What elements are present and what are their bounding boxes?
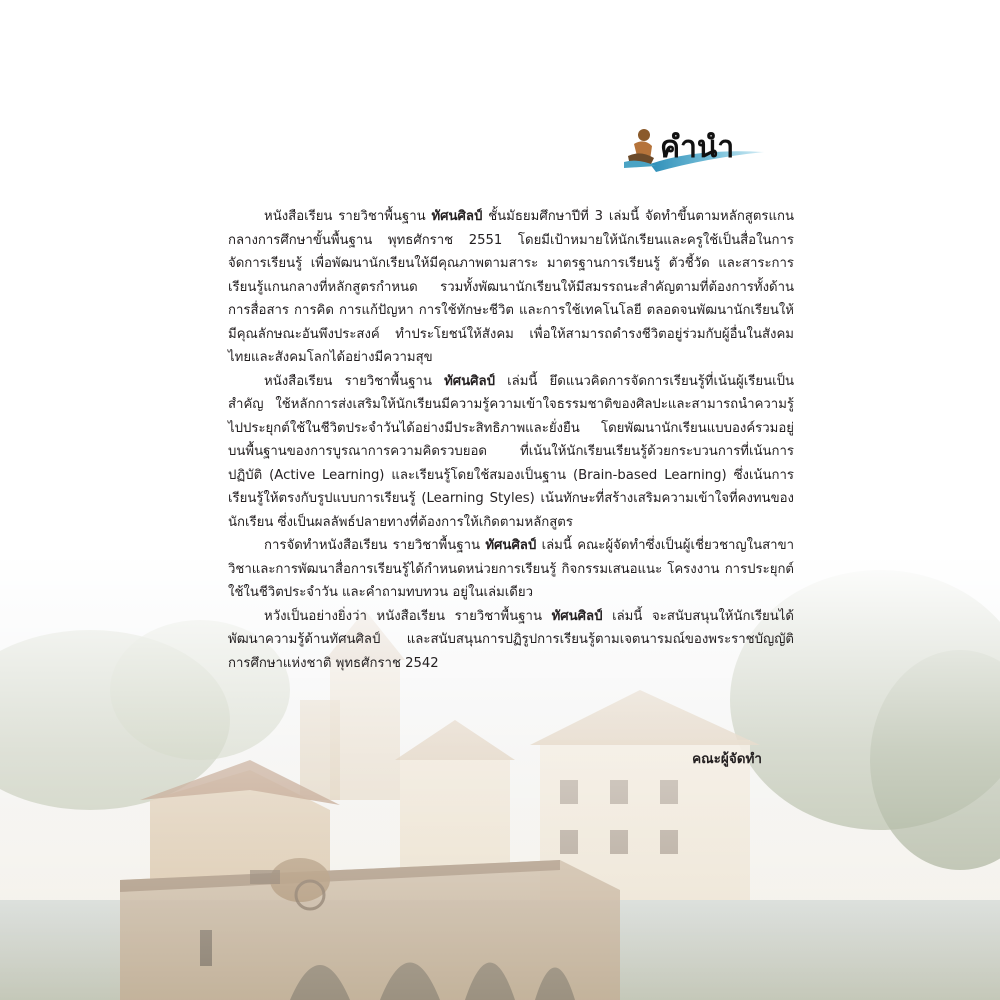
paragraph-2-text: เล่มนี้ ยึดแนวคิดการจัดการเรียนรู้ที่เน้นผู้เรียนเป็นสำคัญ ใช้หลักการส่งเสริมให้นักเรียนมีความรู้ความเข้าใจธรรมชาติของศิลปะและสามารถนำความรู้ไปประยุกต์ใช้ในชีวิตประจำวันได้อย่างมีประสิทธิภาพและยั่งยืน โดยพัฒนานักเรียนแบบองค์รวมอยู่บนพื้นฐานของการบูรณาการความคิดรวบยอด ที่เน้นให้นักเรียนเรียนรู้ด้วยกระบวนการที่เน้นการปฏิบัติ (Active Learning) และเรียนรู้โดยใช้สมองเป็นฐาน (Brain-based Learning) ซึ่งเน้นการเรียนรู้ให้ตรงกับรูปแบบการเรียนรู้ (Learning Styles) เน้นทักษะที่สร้างเสริมความเข้าใจที่คงทนของนักเรียน ซึ่งเป็นผลลัพธ์ปลายทางที่ต้องการให้เกิดตามหลักสูตร xyxy=(228,373,794,530)
paragraph-2 xyxy=(228,370,794,535)
paragraph-4-subject: ทัศนศิลป์ xyxy=(551,608,603,624)
figure-icon xyxy=(620,126,660,170)
paragraph-1 xyxy=(228,205,794,370)
paragraph-1-text: ชั้นมัธยมศึกษาปีที่ 3 เล่มนี้ จัดทำขึ้นตามหลักสูตรแกนกลางการศึกษาขั้นพื้นฐาน พุทธศักราช 2551 โดยมีเป้าหมายให้นักเรียนและครูใช้เป็นสื่อในการจัดการเรียนรู้ เพื่อพัฒนานักเรียนให้มีคุณภาพตามสาระ มาตรฐานการเรียนรู้ ตัวชี้วัด และสาระการเรียนรู้แกนกลางที่หลักสูตรกำหนด รวมทั้งพัฒนานักเรียนให้มีสมรรถนะสำคัญตามที่ต้องการทั้งด้านการสื่อสาร การคิด การแก้ปัญหา การใช้ทักษะชีวิต และการใช้เทคโนโลยี ตลอดจนพัฒนานักเรียนให้มีคุณลักษณะอันพึงประสงค์ ทำประโยชน์ให้สังคม เพื่อให้สามารถดำรงชีวิตอยู่ร่วมกับผู้อื่นในสังคมไทยและสังคมโลกได้อย่างมีความสุข xyxy=(228,209,794,365)
signature: คณะผู้จัดทำ xyxy=(692,751,762,767)
paragraph-2-lead: หนังสือเรียน รายวิชาพื้นฐาน xyxy=(264,373,445,389)
paragraph-3-subject: ทัศนศิลป์ xyxy=(485,538,537,553)
paragraph-4-text: เล่มนี้ จะสนับสนุนให้นักเรียนได้พัฒนาความรู้ด้านทัศนศิลป์ และสนับสนุนการปฏิรูปการเรียนรู้ตามเจตนารมณ์ของพระราชบัญญัติการศึกษาแห่งชาติ พุทธศักราช 2542 xyxy=(228,608,794,671)
paragraph-3 xyxy=(228,534,794,605)
paragraph-2-subject: ทัศนศิลป์ xyxy=(444,373,495,389)
paragraph-3-text: เล่มนี้ คณะผู้จัดทำซึ่งเป็นผู้เชี่ยวชาญในสาขาวิชาและการพัฒนาสื่อการเรียนรู้ได้กำหนดหน่วยการเรียนรู้ กิจกรรมเสนอแนะ โครงงาน การประยุกต์ใช้ในชีวิตประจำวัน และคำถามทบทวน อยู่ในเล่มเดียว xyxy=(228,538,794,600)
paragraph-4-lead: หวังเป็นอย่างยิ่งว่า หนังสือเรียน รายวิชาพื้นฐาน xyxy=(264,608,552,624)
page-heading xyxy=(616,122,766,174)
paragraph-1-lead: หนังสือเรียน รายวิชาพื้นฐาน xyxy=(264,209,432,224)
paragraph-1-subject: ทัศนศิลป์ xyxy=(431,209,483,224)
foreword-body xyxy=(228,205,794,675)
page-title: คำนำ xyxy=(660,130,735,165)
paragraph-4 xyxy=(228,605,794,676)
paragraph-3-lead: การจัดทำหนังสือเรียน รายวิชาพื้นฐาน xyxy=(264,538,486,553)
